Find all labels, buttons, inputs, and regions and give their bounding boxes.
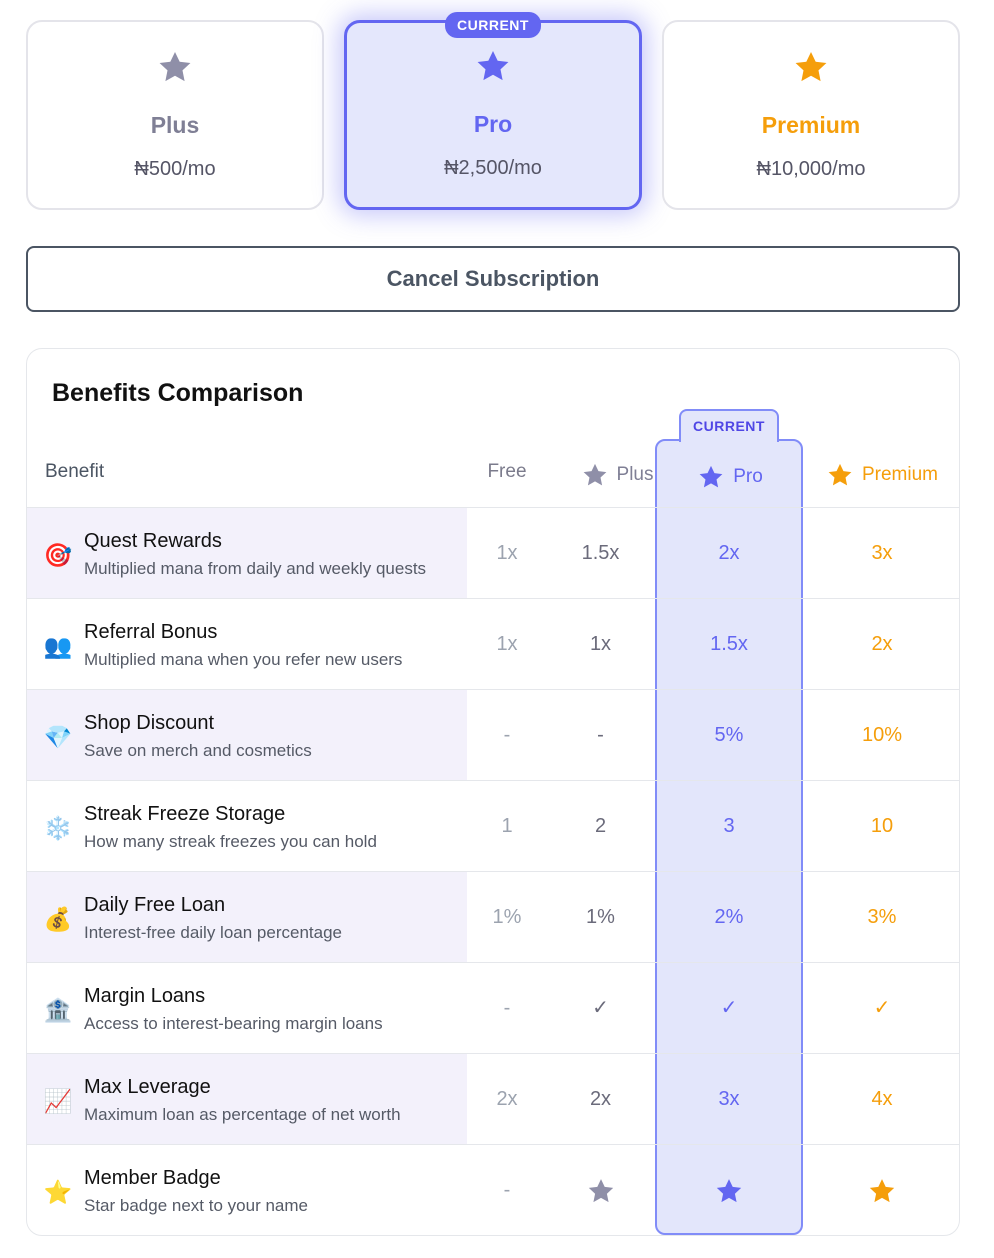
- benefits-title: Benefits Comparison: [52, 379, 304, 407]
- value-free: 1: [501, 815, 513, 837]
- value-pro: 3x: [718, 1088, 740, 1110]
- value-pro: ✓: [720, 997, 738, 1019]
- star-icon: [697, 463, 725, 491]
- value-plus: 2x: [589, 1088, 612, 1110]
- value-premium: 2x: [871, 633, 893, 655]
- money-bag-icon: 💰: [43, 906, 73, 932]
- star-icon: [714, 1176, 744, 1206]
- plan-name: Plus: [150, 112, 200, 138]
- header-premium: [807, 461, 957, 489]
- bank-icon: 🏦: [43, 997, 73, 1023]
- current-plan-badge: CURRENT: [445, 12, 541, 38]
- header-plus-label: Plus: [616, 464, 654, 485]
- benefits-comparison-panel: [26, 348, 960, 1236]
- value-pro: 2x: [718, 542, 740, 564]
- table-row: [27, 872, 959, 963]
- value-premium: 3%: [867, 906, 897, 928]
- header-pro-label: Pro: [733, 466, 763, 487]
- cancel-subscription-button[interactable]: Cancel Subscription: [26, 246, 960, 312]
- value-premium: [807, 1145, 957, 1235]
- benefit-label-cell: [27, 781, 467, 871]
- value-free: -: [503, 997, 511, 1019]
- header-benefit: Benefit: [45, 461, 105, 482]
- star-icon: ⭐: [43, 1179, 73, 1205]
- star-icon: [792, 48, 830, 86]
- header-pro: [657, 463, 803, 491]
- benefit-label-cell: [27, 872, 467, 962]
- star-icon: [586, 1176, 616, 1206]
- benefit-description: Multiplied mana when you refer new users: [84, 650, 403, 669]
- benefit-name: Daily Free Loan: [84, 894, 226, 916]
- plan-selector: [26, 17, 960, 210]
- value-free: 1x: [496, 542, 518, 564]
- header-free: Free: [487, 461, 527, 482]
- value-plus: 2: [594, 815, 607, 837]
- benefit-label-cell: [27, 690, 467, 780]
- benefit-label-cell: [27, 963, 467, 1053]
- benefit-name: Referral Bonus: [84, 621, 218, 643]
- header-premium-label: Premium: [861, 464, 938, 485]
- star-icon: [826, 461, 854, 489]
- benefit-description: Multiplied mana from daily and weekly quests: [84, 559, 427, 578]
- table-row: [27, 1054, 959, 1145]
- star-icon: [581, 461, 609, 489]
- benefit-name: Streak Freeze Storage: [84, 803, 286, 825]
- value-free: 1%: [492, 906, 522, 928]
- value-free: 2x: [496, 1088, 518, 1110]
- value-pro: 2%: [714, 906, 744, 928]
- value-free: 1x: [496, 633, 518, 655]
- users-icon: 👥: [43, 633, 73, 659]
- target-icon: 🎯: [43, 542, 73, 568]
- value-pro: 3: [723, 815, 735, 837]
- plan-price: ₦10,000/mo: [756, 158, 866, 180]
- star-icon: [867, 1176, 897, 1206]
- value-premium: 10%: [861, 724, 903, 746]
- table-row: [27, 690, 959, 781]
- benefit-description: Access to interest-bearing margin loans: [84, 1014, 383, 1033]
- plan-price: ₦500/mo: [134, 158, 216, 180]
- plan-card-plus[interactable]: [26, 20, 324, 210]
- value-premium: ✓: [873, 997, 891, 1019]
- value-plus: ✓: [592, 997, 609, 1019]
- value-premium: 4x: [871, 1088, 893, 1110]
- pro-column-current-badge: CURRENT: [679, 409, 779, 442]
- value-premium: 10: [870, 815, 894, 837]
- value-pro: 1.5x: [710, 633, 748, 655]
- benefit-description: Maximum loan as percentage of net worth: [84, 1105, 401, 1124]
- value-plus: 1x: [589, 633, 612, 655]
- plan-name: Pro: [473, 111, 513, 137]
- gem-icon: 💎: [43, 724, 73, 750]
- table-row: [27, 963, 959, 1054]
- benefit-name: Member Badge: [84, 1167, 221, 1189]
- value-pro: [655, 1145, 803, 1235]
- table-row: [27, 1145, 959, 1236]
- plan-card-premium[interactable]: [662, 20, 960, 210]
- benefit-description: Star badge next to your name: [84, 1196, 308, 1215]
- value-pro: 5%: [714, 724, 744, 746]
- benefit-name: Quest Rewards: [84, 530, 222, 552]
- table-row: [27, 781, 959, 872]
- benefit-label-cell: [27, 599, 467, 689]
- table-row: [27, 508, 959, 599]
- value-plus: -: [597, 724, 604, 746]
- benefit-label-cell: [27, 508, 467, 598]
- plan-name: Premium: [761, 112, 861, 138]
- benefit-label-cell: [27, 1054, 467, 1144]
- value-premium: 3x: [871, 542, 893, 564]
- benefit-description: Interest-free daily loan percentage: [84, 923, 342, 942]
- snowflake-icon: ❄️: [43, 815, 73, 841]
- value-plus: 1%: [586, 906, 615, 928]
- benefit-name: Margin Loans: [84, 985, 206, 1007]
- plan-price: ₦2,500/mo: [444, 157, 542, 179]
- value-free: -: [503, 1179, 511, 1201]
- star-icon: [474, 47, 512, 85]
- star-icon: [156, 48, 194, 86]
- value-plus: [547, 1145, 654, 1235]
- value-plus: 1.5x: [581, 542, 620, 564]
- benefit-name: Shop Discount: [84, 712, 215, 734]
- benefit-label-cell: [27, 1145, 467, 1235]
- value-free: -: [503, 724, 511, 746]
- table-row: [27, 599, 959, 690]
- plan-card-pro[interactable]: [344, 17, 642, 210]
- benefit-description: Save on merch and cosmetics: [84, 741, 312, 760]
- benefit-description: How many streak freezes you can hold: [84, 832, 377, 851]
- benefit-name: Max Leverage: [84, 1076, 211, 1098]
- chart-increasing-icon: 📈: [43, 1088, 73, 1114]
